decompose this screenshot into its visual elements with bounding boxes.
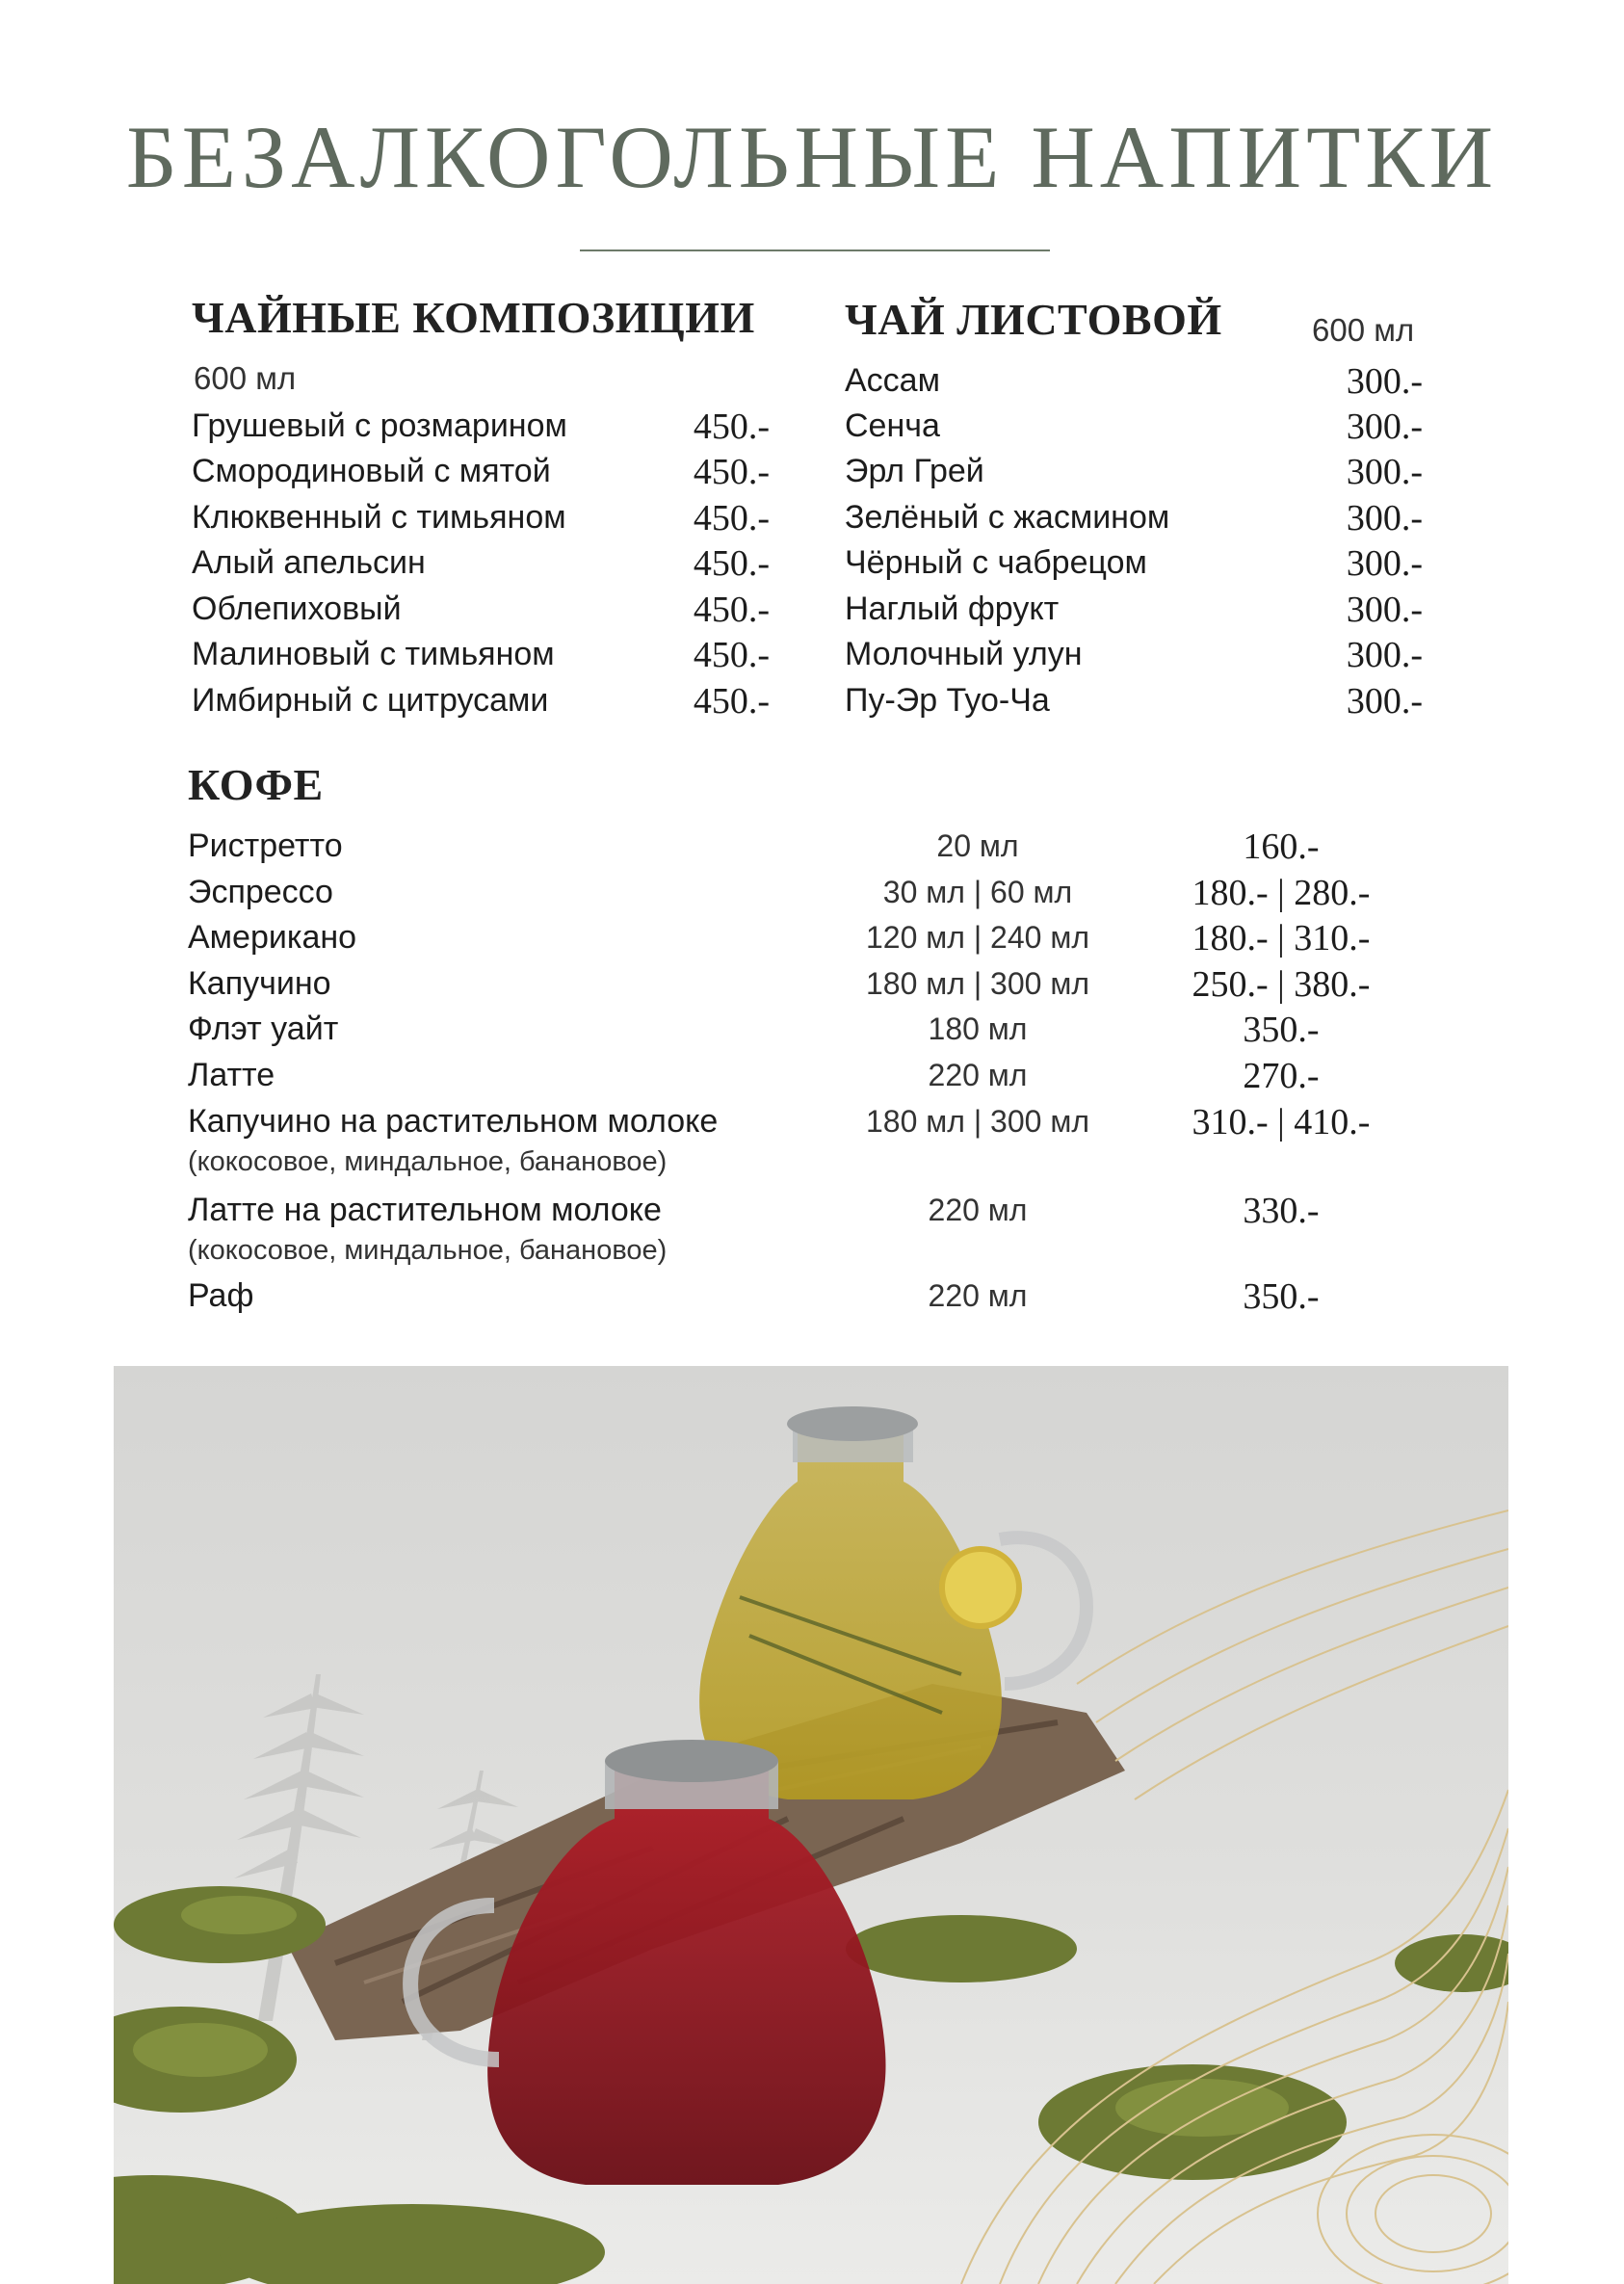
- menu-item: [192, 495, 770, 540]
- item-price: 250.- | 380.-: [1192, 963, 1371, 1005]
- item-name: Молочный улун: [845, 636, 1083, 672]
- item-volume: 30 мл | 60 мл: [882, 875, 1073, 909]
- menu-item: [845, 587, 1423, 632]
- item-volume: 180 мл: [928, 1011, 1028, 1046]
- item-price: 180.- | 280.-: [1192, 872, 1371, 913]
- coffee-heading: КОФЕ: [188, 760, 324, 809]
- item-name: Имбирный с цитрусами: [192, 682, 549, 719]
- menu-item: [188, 1053, 1440, 1098]
- item-volume: 220 мл: [928, 1278, 1028, 1313]
- item-volume: 220 мл: [928, 1193, 1028, 1227]
- item-price: 160.-: [1243, 826, 1320, 867]
- item-price: 300.-: [1346, 360, 1423, 402]
- page-title: БЕЗАЛКОГОЛЬНЫЕ НАПИТКИ: [125, 108, 1499, 206]
- item-name: Зелёный с жасмином: [845, 499, 1170, 536]
- item-price: 310.- | 410.-: [1192, 1101, 1371, 1142]
- item-name: Грушевый с розмарином: [192, 407, 567, 444]
- leaf-tea-heading: ЧАЙ ЛИСТОВОЙ: [845, 295, 1222, 344]
- tea-blends-volume: 600 мл: [194, 360, 297, 396]
- item-price: 300.-: [1346, 451, 1423, 492]
- item-price: 300.-: [1346, 634, 1423, 675]
- menu-item: [192, 632, 770, 677]
- menu-item: [188, 961, 1440, 1007]
- item-price: 330.-: [1243, 1190, 1320, 1231]
- item-name: Ристретто: [188, 827, 343, 864]
- item-name: Алый апельсин: [192, 544, 426, 581]
- menu-item: [188, 1273, 1440, 1319]
- menu-item: [188, 870, 1440, 915]
- menu-item: [845, 540, 1423, 586]
- item-price: 300.-: [1346, 497, 1423, 538]
- item-note: (кокосовое, миндальное, банановое): [188, 1146, 668, 1177]
- item-name: Чёрный с чабрецом: [845, 544, 1147, 581]
- menu-item: [845, 404, 1423, 449]
- item-name: Латте на растительном молоке: [188, 1192, 662, 1228]
- item-price: 450.-: [693, 451, 770, 492]
- menu-item: [188, 824, 1440, 869]
- item-note: (кокосовое, миндальное, банановое): [188, 1235, 668, 1266]
- item-price: 450.-: [693, 542, 770, 584]
- item-price: 350.-: [1243, 1009, 1320, 1050]
- item-price: 300.-: [1346, 589, 1423, 630]
- menu-item: [188, 1099, 1440, 1144]
- item-name: Капучино: [188, 965, 331, 1002]
- menu-item: [188, 1188, 1440, 1233]
- item-name: Эспрессо: [188, 874, 333, 910]
- item-price: 300.-: [1346, 542, 1423, 584]
- item-name: Капучино на растительном молоке: [188, 1103, 719, 1140]
- item-volume: 220 мл: [928, 1058, 1028, 1092]
- menu-item: [192, 404, 770, 449]
- item-name: Ассам: [845, 362, 940, 399]
- item-price: 450.-: [693, 680, 770, 722]
- menu-item: [845, 358, 1423, 404]
- item-name: Смородиновый с мятой: [192, 453, 551, 489]
- item-price: 350.-: [1243, 1275, 1320, 1317]
- item-price: 300.-: [1346, 406, 1423, 447]
- item-price: 180.- | 310.-: [1192, 917, 1371, 958]
- menu-item: [192, 678, 770, 723]
- item-volume: 120 мл | 240 мл: [866, 920, 1089, 955]
- tea-photo-illustration: [114, 1366, 1508, 2284]
- item-name: Флэт уайт: [188, 1011, 339, 1047]
- item-price: 450.-: [693, 497, 770, 538]
- tea-blends-heading: ЧАЙНЫЕ КОМПОЗИЦИИ: [192, 293, 755, 342]
- item-name: Пу-Эр Туо-Ча: [845, 682, 1050, 719]
- menu-item: [192, 587, 770, 632]
- item-name: Малиновый с тимьяном: [192, 636, 555, 672]
- item-price: 450.-: [693, 406, 770, 447]
- item-name: Эрл Грей: [845, 453, 984, 489]
- title-divider: [580, 249, 1050, 251]
- item-name: Наглый фрукт: [845, 591, 1060, 627]
- item-name: Облепиховый: [192, 591, 402, 627]
- item-name: Клюквенный с тимьяном: [192, 499, 566, 536]
- tea-photo: [114, 1366, 1508, 2284]
- item-volume: 20 мл: [936, 828, 1019, 863]
- item-price: 450.-: [693, 634, 770, 675]
- menu-item: [188, 915, 1440, 960]
- menu-item: [192, 540, 770, 586]
- item-volume: 180 мл | 300 мл: [866, 1104, 1089, 1139]
- menu-item: [845, 632, 1423, 677]
- item-volume: 180 мл | 300 мл: [866, 966, 1089, 1001]
- item-price: 450.-: [693, 589, 770, 630]
- item-price: 300.-: [1346, 680, 1423, 722]
- menu-item: [845, 495, 1423, 540]
- leaf-tea-volume: 600 мл: [1312, 312, 1415, 348]
- item-name: Американо: [188, 919, 357, 956]
- item-name: Латте: [188, 1057, 275, 1093]
- menu-item: [845, 678, 1423, 723]
- item-price: 270.-: [1243, 1055, 1320, 1096]
- menu-item: [188, 1007, 1440, 1052]
- item-name: Раф: [188, 1277, 254, 1314]
- menu-item: [845, 449, 1423, 494]
- item-name: Сенча: [845, 407, 940, 444]
- menu-item: [192, 449, 770, 494]
